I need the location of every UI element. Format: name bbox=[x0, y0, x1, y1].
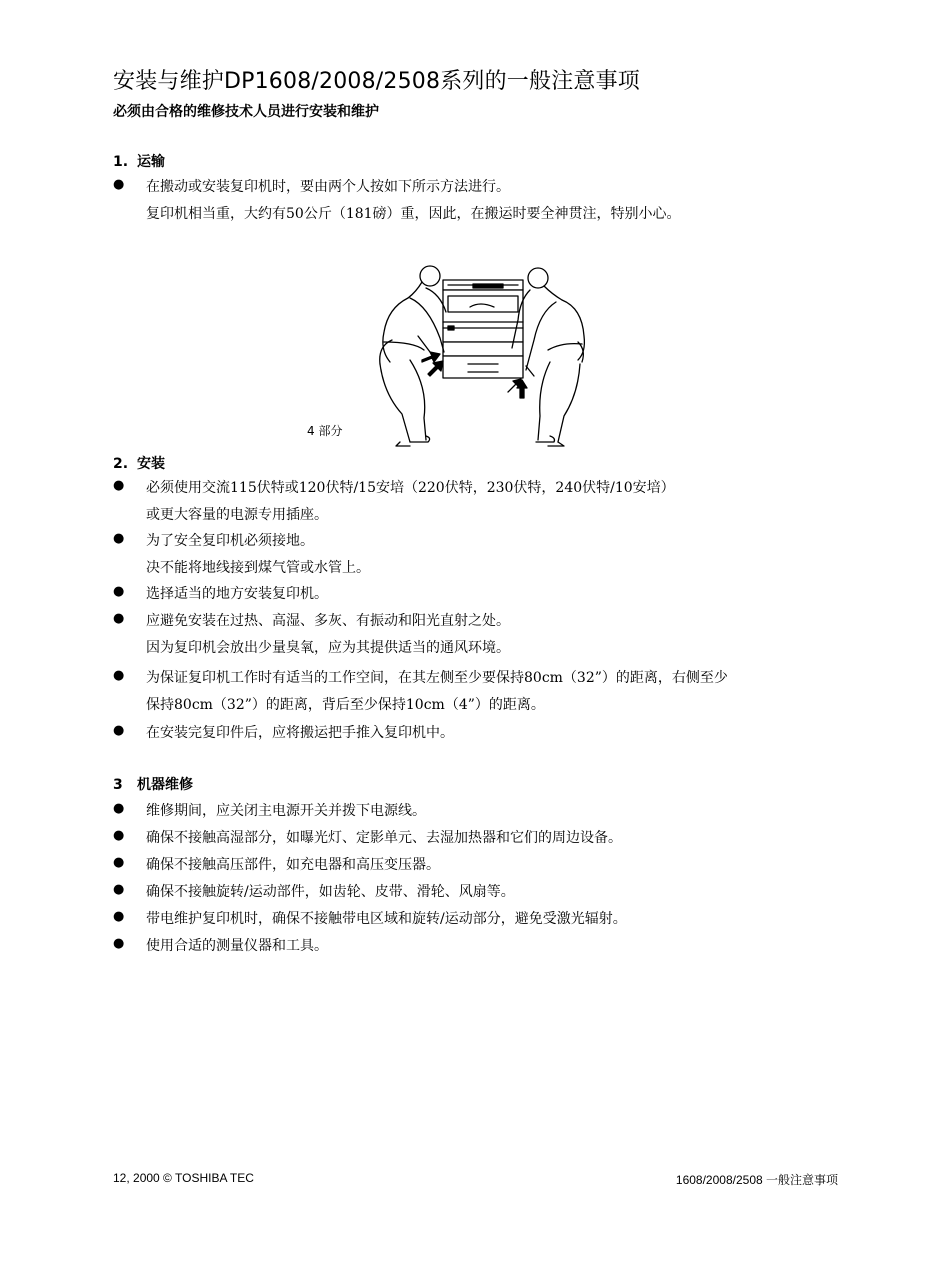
bullet-icon: ● bbox=[113, 909, 125, 924]
bullet-icon: ● bbox=[113, 882, 125, 897]
bullet-icon: ● bbox=[113, 611, 125, 626]
list-item bbox=[113, 723, 454, 750]
list-item bbox=[113, 828, 622, 855]
item-line: 应避免安装在过热、高湿、多灰、有振动和阳光直射之处。 bbox=[146, 613, 510, 629]
bullet-icon: ● bbox=[113, 936, 125, 951]
item-line: 保持80cm（32”）的距离，背后至少保持10cm（4”）的距离。 bbox=[146, 697, 545, 713]
item-line: 确保不接触旋转/运动部件，如齿轮、皮带、滑轮、风扇等。 bbox=[146, 884, 515, 900]
page-subtitle: 必须由合格的维修技术人员进行安装和维护 bbox=[113, 104, 379, 120]
list-item bbox=[113, 668, 728, 722]
footer-document-title: 1608/2008/2508 一般注意事项 bbox=[675, 1173, 838, 1187]
item-line: 为了安全复印机必须接地。 bbox=[146, 533, 314, 549]
list-item bbox=[113, 855, 440, 882]
list-item bbox=[113, 936, 328, 963]
item-line: 必须使用交流115伏特或120伏特/15安培（220伏特，230伏特，240伏特/10安培） bbox=[146, 480, 675, 496]
section-title: 运输 bbox=[137, 154, 165, 170]
list-item bbox=[113, 177, 681, 231]
item-line: 带电维护复印机时，确保不接触带电区域和旋转/运动部分，避免受激光辐射。 bbox=[146, 911, 627, 927]
section-number: 2. bbox=[113, 456, 129, 472]
list-item bbox=[113, 801, 426, 828]
figure-label: 4 部分 bbox=[307, 424, 343, 438]
item-line: 维修期间，应关闭主电源开关并拨下电源线。 bbox=[146, 803, 426, 819]
item-line: 选择适当的地方安装复印机。 bbox=[146, 586, 328, 602]
bullet-icon: ● bbox=[113, 584, 125, 599]
item-line: 确保不接触高压部件，如充电器和高压变压器。 bbox=[146, 857, 440, 873]
list-item bbox=[113, 478, 675, 532]
list-item bbox=[113, 611, 510, 665]
item-line: 复印机相当重，大约有50公斤（181磅）重，因此，在搬运时要全神贯注，特别小心。 bbox=[146, 206, 681, 222]
section-heading-installation bbox=[113, 453, 165, 473]
bullet-icon: ● bbox=[113, 828, 125, 843]
carrying-illustration bbox=[370, 262, 595, 452]
bullet-icon: ● bbox=[113, 855, 125, 870]
item-line: 为保证复印机工作时有适当的工作空间，在其左侧至少要保持80cm（32”）的距离，右侧至少 bbox=[146, 670, 728, 686]
item-line: 使用合适的测量仪器和工具。 bbox=[146, 938, 328, 954]
bullet-icon: ● bbox=[113, 801, 125, 816]
bullet-icon: ● bbox=[113, 531, 125, 546]
section-heading-transport bbox=[113, 151, 165, 171]
section-title: 安装 bbox=[137, 456, 165, 472]
section-heading-maintenance bbox=[113, 774, 193, 794]
list-item bbox=[113, 882, 515, 909]
section-number: 1. bbox=[113, 154, 129, 170]
page-title: 安装与维护DP1608/2008/2508系列的一般注意事项 bbox=[113, 69, 640, 94]
bullet-icon: ● bbox=[113, 478, 125, 493]
item-line: 因为复印机会放出少量臭氧，应为其提供适当的通风环境。 bbox=[146, 640, 510, 656]
item-line: 决不能将地线接到煤气管或水管上。 bbox=[146, 560, 370, 576]
list-item bbox=[113, 584, 328, 611]
item-line: 在安装完复印件后，应将搬运把手推入复印机中。 bbox=[146, 725, 454, 741]
bullet-icon: ● bbox=[113, 723, 125, 738]
bullet-icon: ● bbox=[113, 177, 125, 192]
list-item bbox=[113, 531, 370, 585]
section-title: 机器维修 bbox=[137, 777, 193, 793]
footer-copyright: 12, 2000 © TOSHIBA TEC bbox=[113, 1171, 254, 1185]
list-item bbox=[113, 909, 627, 936]
item-line: 或更大容量的电源专用插座。 bbox=[146, 507, 328, 523]
section-number: 3 bbox=[113, 777, 123, 793]
bullet-icon: ● bbox=[113, 668, 125, 683]
copier-icon bbox=[443, 280, 523, 378]
item-line: 确保不接触高湿部分，如曝光灯、定影单元、去湿加热器和它们的周边设备。 bbox=[146, 830, 622, 846]
item-line: 在搬动或安装复印机时，要由两个人按如下所示方法进行。 bbox=[146, 179, 510, 195]
